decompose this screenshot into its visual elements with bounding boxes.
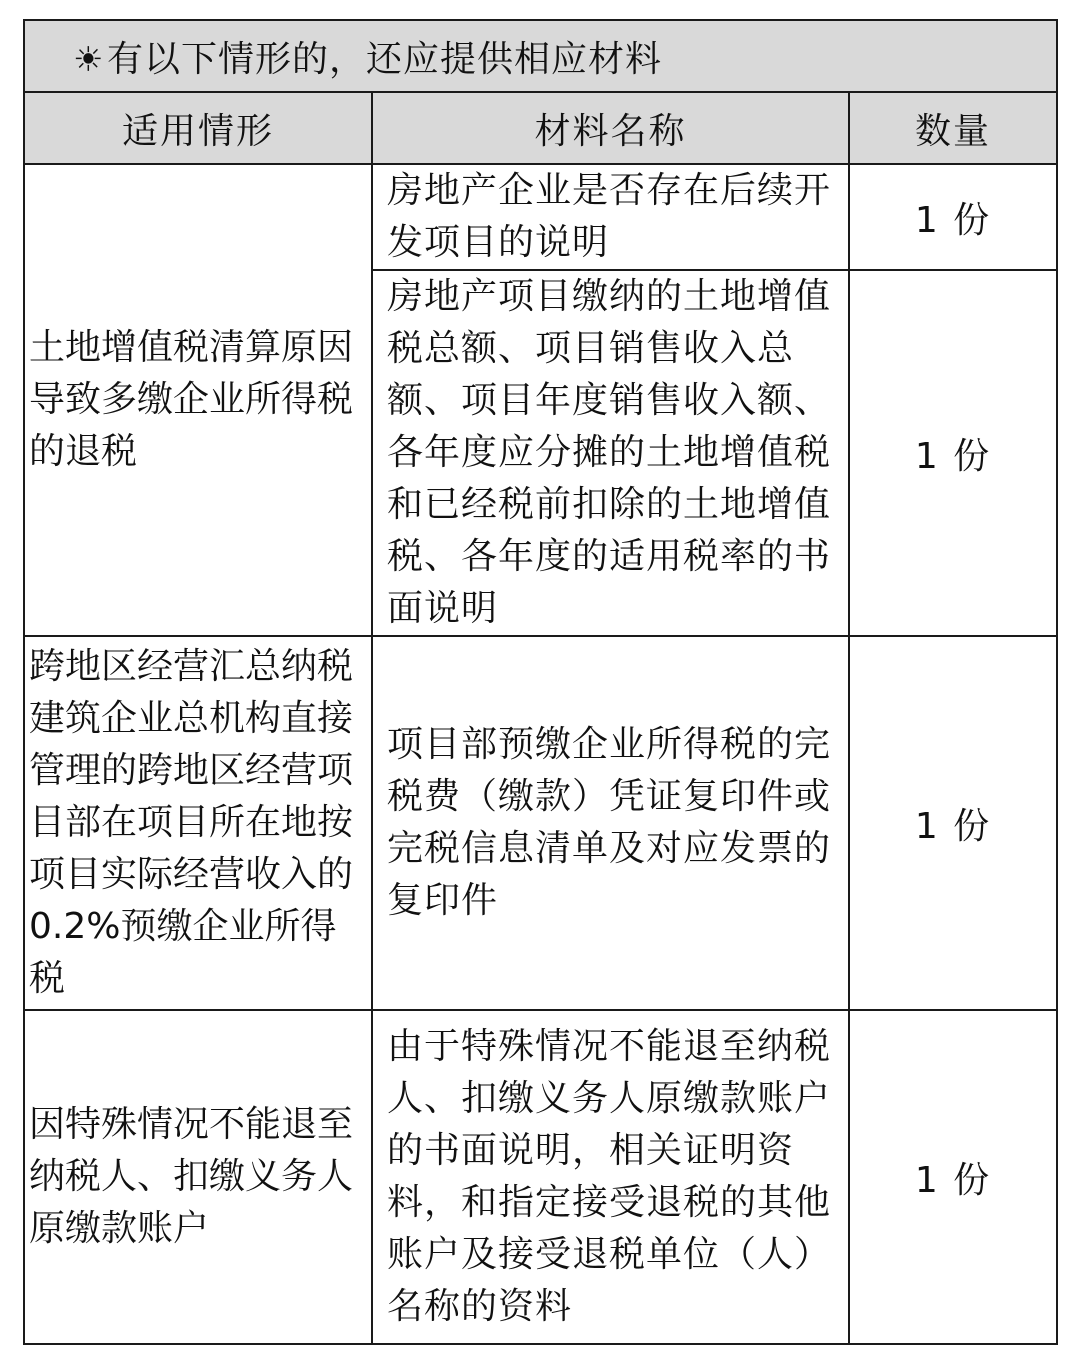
case-cell: 跨地区经营汇总纳税建筑企业总机构直接管理的跨地区经营项目部在项目所在地按项目实际经营收入的 0.2%预缴企业所得税 xyxy=(24,636,372,1010)
quantity-cell: 1 份 xyxy=(849,164,1057,270)
material-cell: 房地产项目缴纳的土地增值税总额、项目销售收入总额、项目年度销售收入额、各年度应分摊的土地增值税和已经税前扣除的土地增值税、各年度的适用税率的书面说明 xyxy=(372,270,849,636)
column-header-material: 材料名称 xyxy=(372,92,849,164)
quantity-cell: 1 份 xyxy=(849,636,1057,1010)
material-cell: 项目部预缴企业所得税的完税费（缴款）凭证复印件或完税信息清单及对应发票的复印件 xyxy=(372,636,849,1010)
case-cell: 因特殊情况不能退至纳税人、扣缴义务人原缴款账户 xyxy=(24,1010,372,1344)
quantity-cell: 1 份 xyxy=(849,270,1057,636)
banner-title: 有以下情形的，还应提供相应材料 xyxy=(107,38,663,80)
table-row xyxy=(24,164,1057,270)
sun-icon: ☀ xyxy=(73,39,105,80)
banner xyxy=(24,20,1057,92)
quantity-cell: 1 份 xyxy=(849,1010,1057,1344)
material-cell: 由于特殊情况不能退至纳税人、扣缴义务人原缴款账户的书面说明，相关证明资料，和指定接受退税的其他账户及接受退税单位（人）名称的资料 xyxy=(372,1010,849,1344)
column-header-case: 适用情形 xyxy=(24,92,372,164)
column-header-quantity: 数量 xyxy=(849,92,1057,164)
table-row xyxy=(24,636,1057,1010)
banner-row xyxy=(24,20,1057,92)
table-row xyxy=(24,1010,1057,1344)
materials-table xyxy=(23,19,1058,1345)
header-row xyxy=(24,92,1057,164)
case-cell: 土地增值税清算原因导致多缴企业所得税的退税 xyxy=(24,164,372,636)
material-cell: 房地产企业是否存在后续开发项目的说明 xyxy=(372,164,849,270)
